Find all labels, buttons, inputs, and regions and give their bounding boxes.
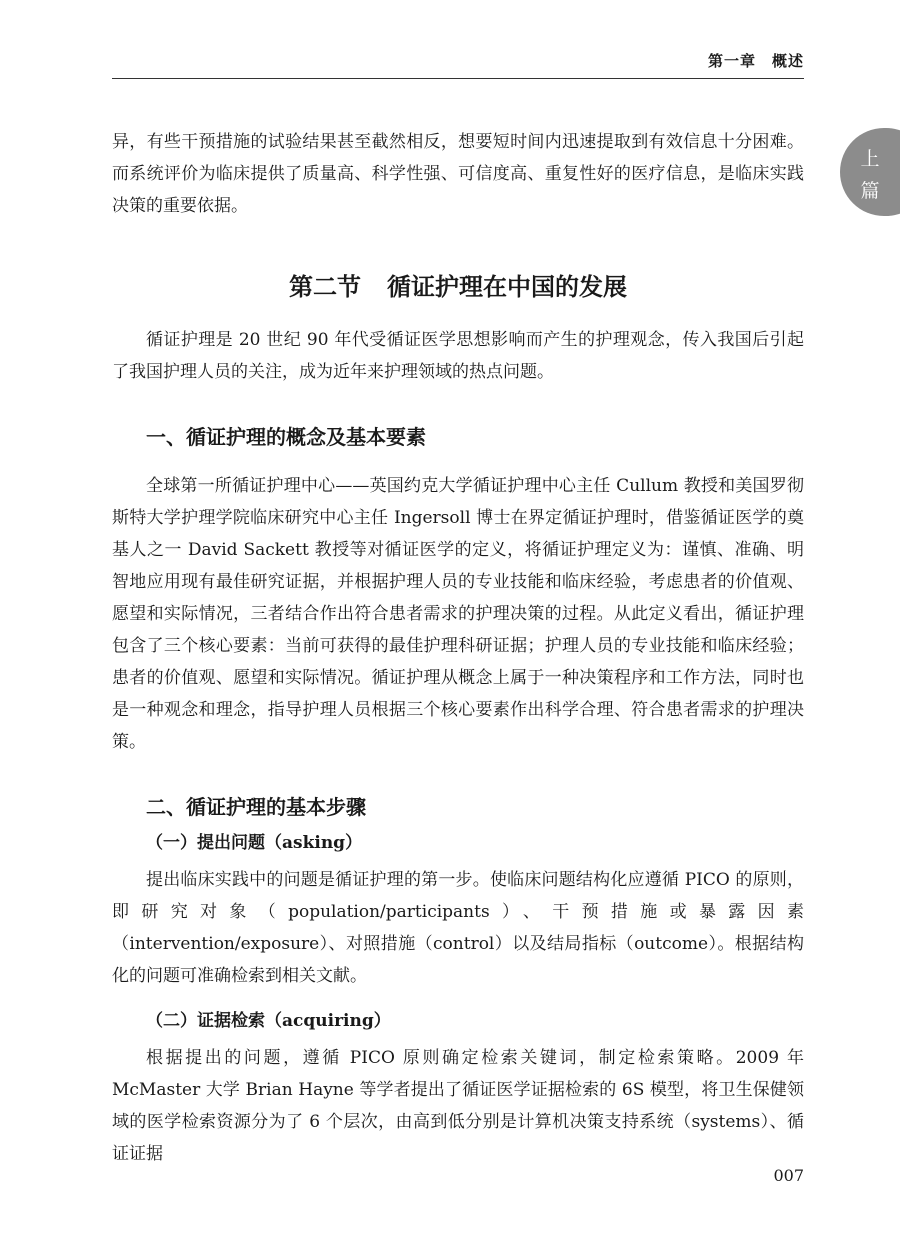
heading-steps: 二、循证护理的基本步骤 xyxy=(146,795,366,819)
page-body xyxy=(112,126,804,1170)
header-rule xyxy=(112,78,804,79)
paragraph-asking: 提出临床实践中的问题是循证护理的第一步。使临床问题结构化应遵循 PICO 的原则，即研究对象（population/participants）、干预措施或暴露因素（intervention/exposure）、对照措施（control）以及结局指标（outcome）。根据结构化的问题可准确检索到相关文献。 xyxy=(112,870,804,986)
heading-acquiring: （二）证据检索（acquiring） xyxy=(146,1011,391,1031)
section-number: 第二节 xyxy=(289,272,361,301)
page-number: 007 xyxy=(773,1166,804,1185)
part-tab-char-2: 篇 xyxy=(860,180,880,202)
running-head: 第一章 概述 xyxy=(707,52,804,70)
paragraph-concept: 全球第一所循证护理中心——英国约克大学循证护理中心主任 Cullum 教授和美国罗彻斯特大学护理学院临床研究中心主任 Ingersoll 博士在界定循证护理时，借鉴循证医学的奠基人之一 David Sackett 教授等对循证医学的定义，将循证护理定义为：谨慎、准确、明智地应用现有最佳研究证据，并根据护理人员的专业技能和临床经验，考虑患者的价值观、愿望和实际情况，三者结合作出符合患者需求的护理决策的过程。从此定义看出，循证护理包含了三个核心要素：当前可获得的最佳护理科研证据；护理人员的专业技能和临床经验；患者的价值观、愿望和实际情况。循证护理从概念上属于一种决策程序和工作方法，同时也是一种观念和理念，指导护理人员根据三个核心要素作出科学合理、符合患者需求的护理决策。 xyxy=(112,476,804,752)
part-tab-char-1: 上 xyxy=(860,148,880,170)
paragraph-continued: 异，有些干预措施的试验结果甚至截然相反，想要短时间内迅速提取到有效信息十分困难。而系统评价为临床提供了质量高、科学性强、可信度高、重复性好的医疗信息，是临床实践决策的重要依据。 xyxy=(112,132,804,216)
paragraph-acquiring: 根据提出的问题，遵循 PICO 原则确定检索关键词，制定检索策略。2009 年 McMaster 大学 Brian Hayne 等学者提出了循证医学证据检索的 6S 模型，将卫生保健领域的医学检索资源分为了 6 个层次，由高到低分别是计算机决策支持系统（systems）、循证证据 xyxy=(112,1048,804,1164)
section-title xyxy=(112,270,804,304)
heading-concept: 一、循证护理的概念及基本要素 xyxy=(146,425,426,449)
heading-asking: （一）提出问题（asking） xyxy=(146,833,363,853)
section-title-text: 循证护理在中国的发展 xyxy=(387,272,627,301)
part-tab xyxy=(840,128,900,216)
paragraph-intro: 循证护理是 20 世纪 90 年代受循证医学思想影响而产生的护理观念，传入我国后引起了我国护理人员的关注，成为近年来护理领域的热点问题。 xyxy=(112,330,804,382)
